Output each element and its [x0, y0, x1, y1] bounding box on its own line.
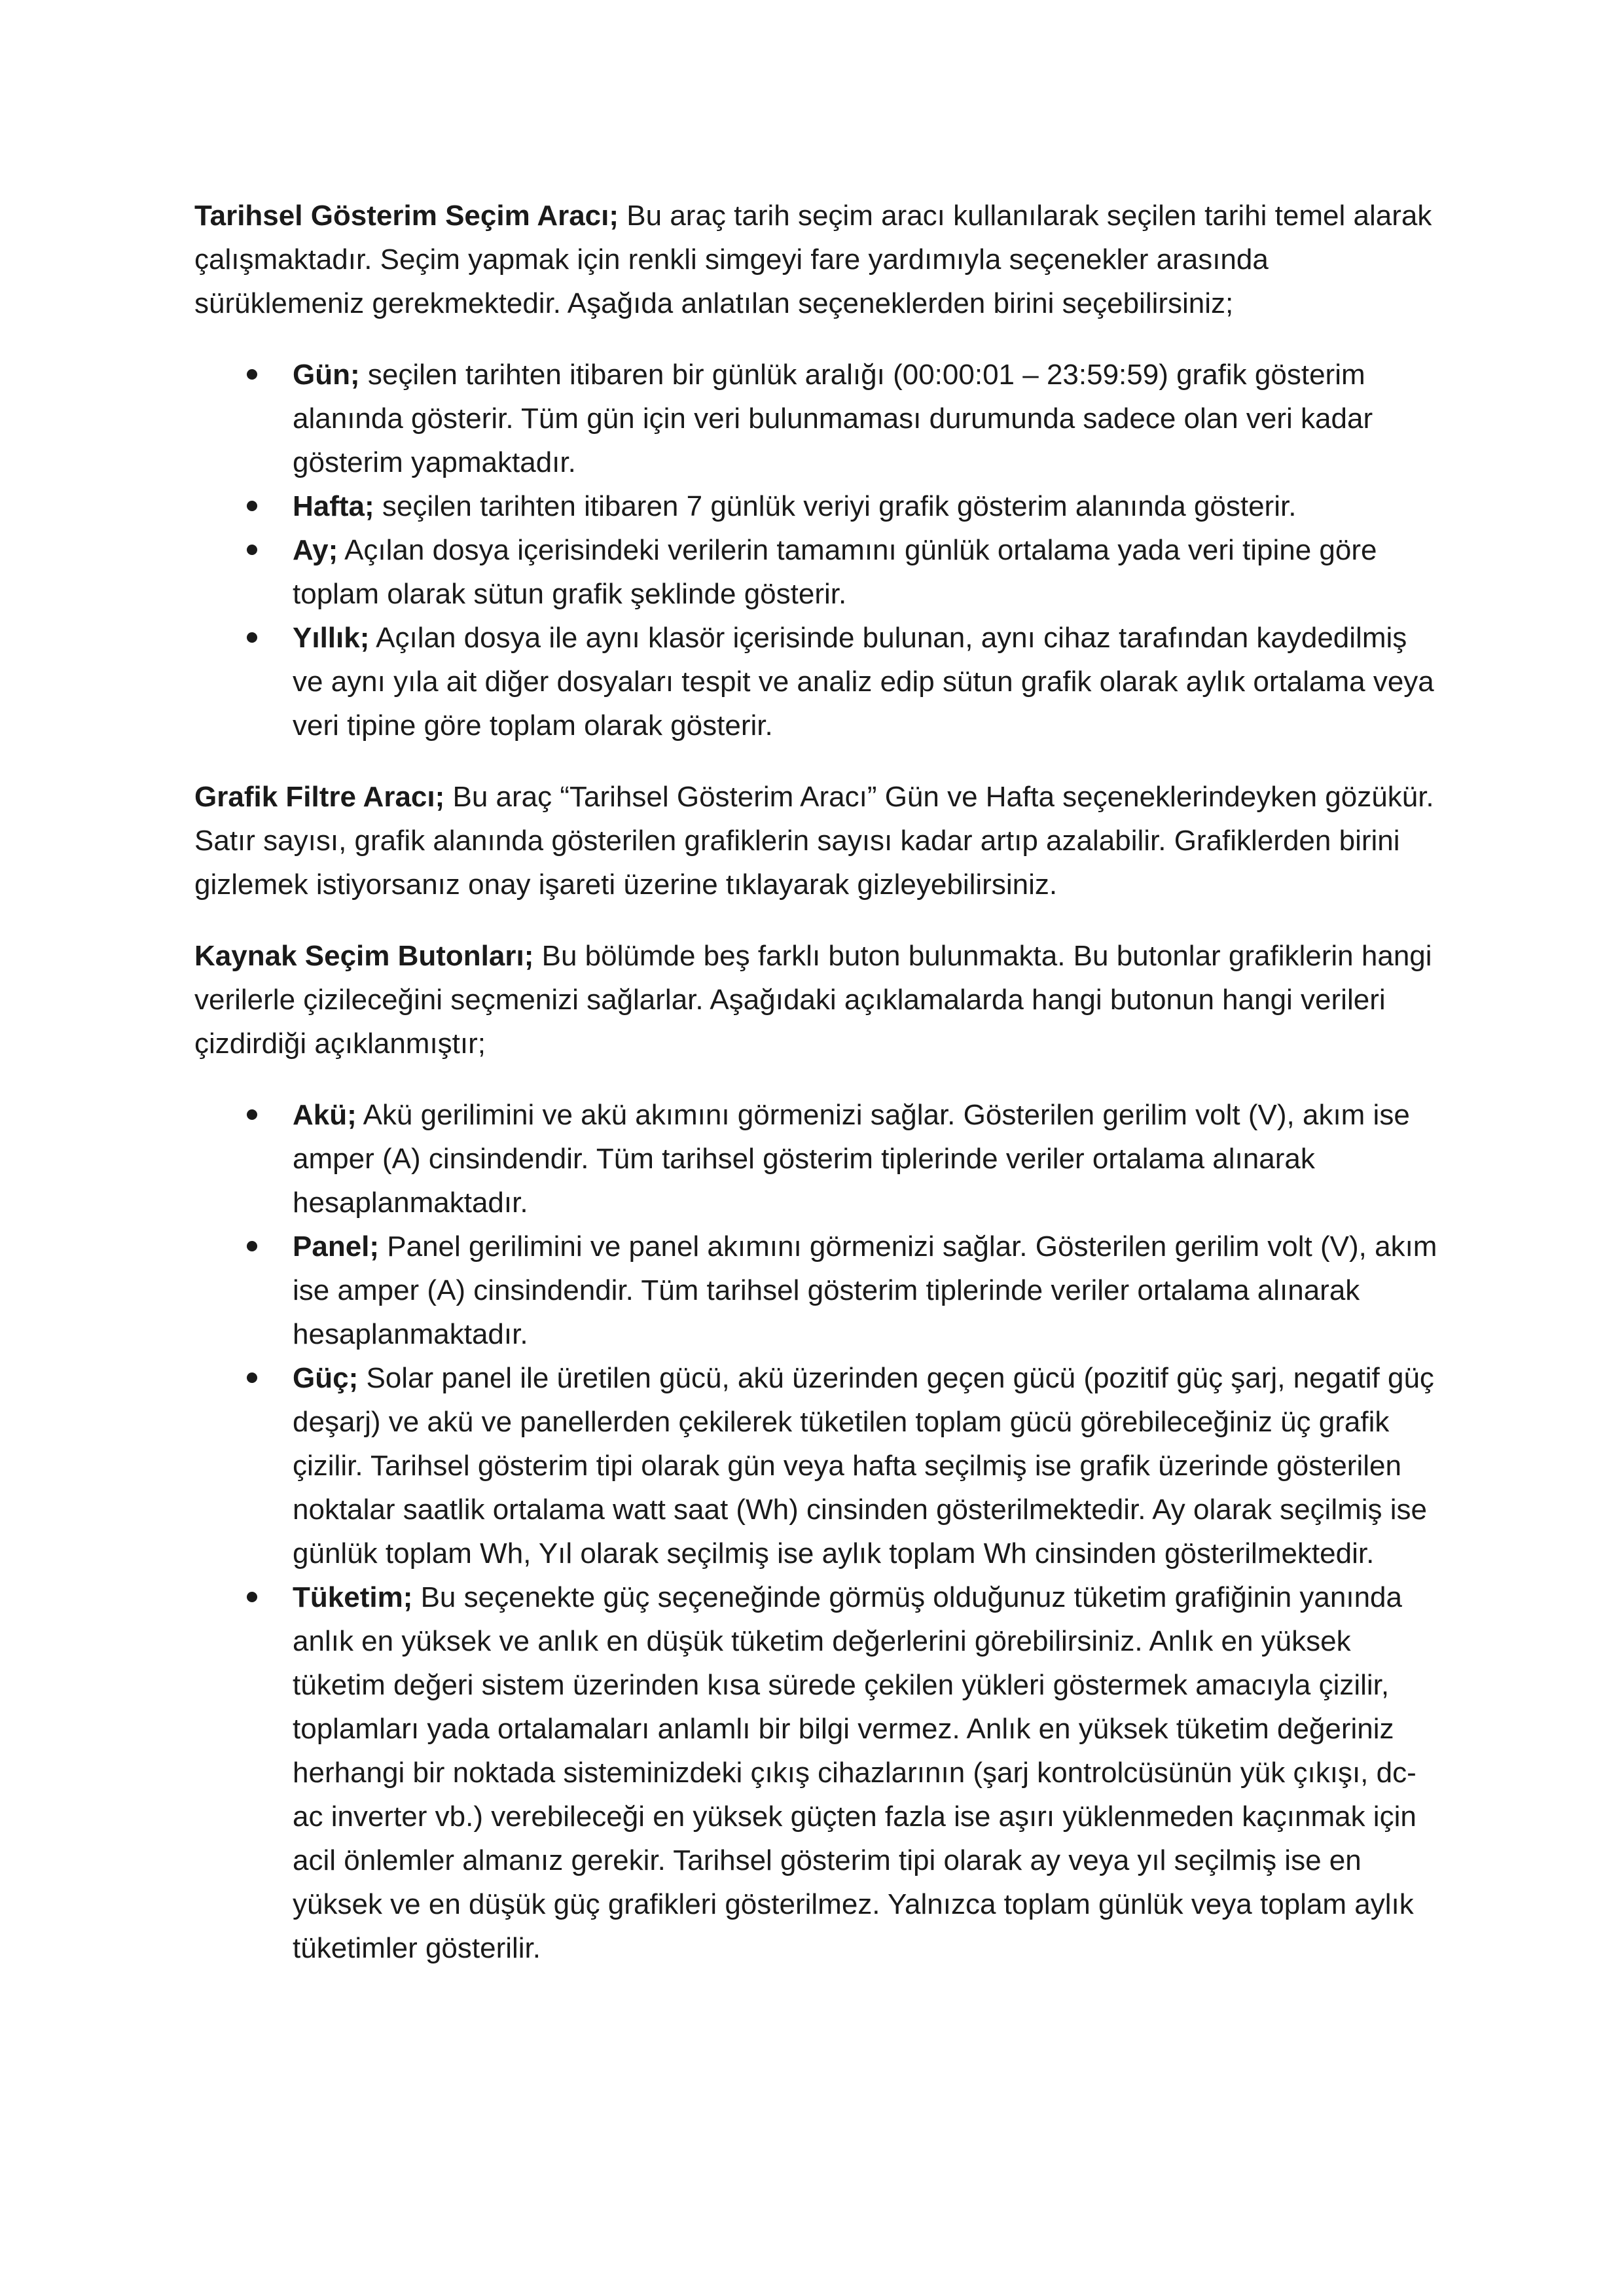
term-ay: Ay; — [293, 534, 338, 566]
list-item — [194, 1575, 1438, 1970]
paragraph-tarihsel — [194, 194, 1438, 325]
term-description: Açılan dosya içerisindeki verilerin tamamını günlük ortalama yada veri tipine göre toplam olarak sütun grafik şeklinde gösterir. — [293, 534, 1377, 610]
document-page — [194, 194, 1438, 1998]
term-description: Açılan dosya ile aynı klasör içerisinde bulunan, aynı cihaz tarafından kaydedilmiş ve aynı yıla ait diğer dosyaları tespit ve analiz edip sütun grafik olarak aylık ortalama veya veri tipine göre toplam olarak gösterir. — [293, 622, 1434, 742]
term-panel: Panel; — [293, 1230, 380, 1263]
bullet-icon — [247, 501, 257, 511]
bullet-icon — [247, 369, 257, 380]
bullet-icon — [247, 1109, 257, 1120]
list-item — [194, 484, 1438, 528]
heading-filtre: Grafik Filtre Aracı; — [194, 781, 445, 813]
list-item — [194, 1356, 1438, 1575]
paragraph-kaynak-text: Bu bölümde beş farklı buton bulunmakta. Bu butonlar grafiklerin hangi verilerle çizileceğini seçmenizi sağlarlar. Aşağıdaki açıklamalarda hangi butonun hangi verileri çizdirdiği açıklanmıştır; — [194, 940, 1432, 1060]
paragraph-filtre — [194, 775, 1438, 906]
list-kaynak-buttons — [194, 1093, 1438, 1970]
heading-tarihsel: Tarihsel Gösterim Seçim Aracı; — [194, 200, 619, 232]
term-description: Bu seçenekte güç seçeneğinde görmüş olduğunuz tüketim grafiğinin yanında anlık en yüksek ve anlık en düşük tüketim değerlerini görebilirsiniz. Anlık en yüksek tüketim değeri sistem üzerinden kısa sürede çekilen yükleri göstermek amacıyla çizilir, toplamları yada ortalamaları anlamlı bir bilgi vermez. Anlık en yüksek tüketim değeriniz herhangi bir noktada sisteminizdeki çıkış cihazlarının (şarj kontrolcüsünün yük çıkışı, dc-ac inverter vb.) verebileceği en yüksek güçten fazla ise aşırı yüklenmeden kaçınmak için acil önlemler almanız gerekir. Tarihsel gösterim tipi olarak ay veya yıl seçilmiş ise en yüksek ve en düşük güç grafikleri gösterilmez. Yalnızca toplam günlük veya toplam aylık tüketimler gösterilir. — [293, 1581, 1416, 1964]
bullet-icon — [247, 1241, 257, 1251]
term-description: Solar panel ile üretilen gücü, akü üzerinden geçen gücü (pozitif güç şarj, negatif güç deşarj) ve akü ve panellerden çekilerek tüketilen toplam gücü görebileceğiniz üç grafik çizilir. Tarihsel gösterim tipi olarak gün veya hafta seçilmiş ise grafik üzerinde gösterilen noktalar saatlik ortalama watt saat (Wh) cinsinden gösterilmektedir. Ay olarak seçilmiş ise günlük toplam Wh, Yıl olarak seçilmiş ise aylık toplam Wh cinsinden gösterilmektedir. — [293, 1362, 1434, 1570]
bullet-icon — [247, 545, 257, 555]
term-description: Akü gerilimini ve akü akımını görmenizi sağlar. Gösterilen gerilim volt (V), akım ise amper (A) cinsindendir. Tüm tarihsel gösterim tiplerinde veriler ortalama alınarak hesaplanmaktadır. — [293, 1099, 1410, 1219]
bullet-icon — [247, 632, 257, 643]
bullet-icon — [247, 1592, 257, 1602]
paragraph-filtre-text: Bu araç “Tarihsel Gösterim Aracı” Gün ve Hafta seçeneklerindeyken gözükür. Satır sayısı, grafik alanında gösterilen grafiklerin sayısı kadar artıp azalabilir. Grafiklerden birini gizlemek istiyorsanız onay işareti üzerine tıklayarak gizleyebilirsiniz. — [194, 781, 1434, 901]
term-yillik: Yıllık; — [293, 622, 370, 654]
term-tuketim: Tüketim; — [293, 1581, 413, 1613]
list-item — [194, 528, 1438, 616]
term-hafta: Hafta; — [293, 490, 374, 522]
heading-kaynak: Kaynak Seçim Butonları; — [194, 940, 534, 972]
term-description: Panel gerilimini ve panel akımını görmenizi sağlar. Gösterilen gerilim volt (V), akım ise amper (A) cinsindendir. Tüm tarihsel gösterim tiplerinde veriler ortalama alınarak hesaplanmaktadır. — [293, 1230, 1437, 1350]
list-item — [194, 616, 1438, 747]
list-item — [194, 1093, 1438, 1225]
paragraph-kaynak — [194, 934, 1438, 1066]
term-guc: Güç; — [293, 1362, 359, 1394]
term-description: seçilen tarihten itibaren bir günlük aralığı (00:00:01 – 23:59:59) grafik gösterim alanında gösterir. Tüm gün için veri bulunmaması durumunda sadece olan veri kadar gösterim yapmaktadır. — [293, 359, 1373, 478]
list-item — [194, 1225, 1438, 1356]
paragraph-tarihsel-text: Bu araç tarih seçim aracı kullanılarak seçilen tarihi temel alarak çalışmaktadır. Seçim yapmak için renkli simgeyi fare yardımıyla seçenekler arasında sürüklemeniz gerekmektedir. Aşağıda anlatılan seçeneklerden birini seçebilirsiniz; — [194, 200, 1432, 319]
list-tarihsel-options — [194, 353, 1438, 747]
list-item — [194, 353, 1438, 484]
term-gun: Gün; — [293, 359, 360, 391]
bullet-icon — [247, 1372, 257, 1383]
term-aku: Akü; — [293, 1099, 357, 1131]
term-description: seçilen tarihten itibaren 7 günlük veriyi grafik gösterim alanında gösterir. — [374, 490, 1297, 522]
